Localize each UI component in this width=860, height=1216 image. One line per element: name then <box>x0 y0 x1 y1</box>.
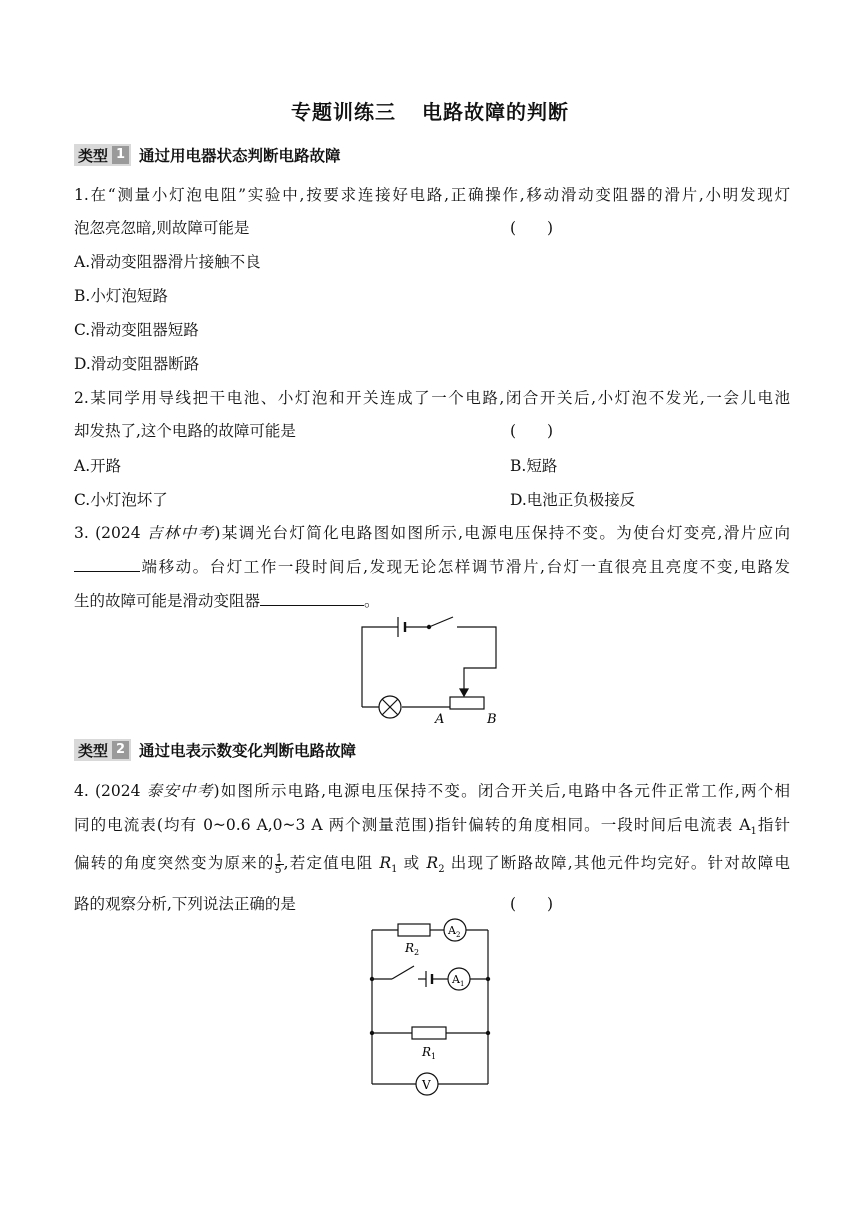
answer-paren: ( ) <box>510 219 554 237</box>
section-tag-number: 1 <box>112 146 129 164</box>
q2-option-b: B.短路 <box>510 457 558 475</box>
q1-option-a: A.滑动变阻器滑片接触不良 <box>74 253 261 271</box>
section-tag-label: 类型 <box>78 741 109 760</box>
q2-line2 <box>74 420 790 442</box>
q2-option-d: D.电池正负极接反 <box>510 491 636 509</box>
q3-line3-text: 生的故障可能是滑动变阻器 <box>74 592 261 610</box>
q4-line2 <box>74 814 790 843</box>
q2-line2-text: 却发热了,这个电路的故障可能是 <box>74 422 296 440</box>
q2-option-a: A.开路 <box>74 457 122 475</box>
q4-line2-text: 同的电流表(均有 0~0.6 A,0~3 A 两个测量范围)指针偏转的角度相同。一段时间后电流表 A <box>74 816 751 834</box>
section-tag <box>74 144 131 166</box>
q3-line1-text: )某调光台灯简化电路图如图所示,电源电压保持不变。为使台灯变亮,滑片应向 <box>214 524 790 542</box>
fraction-denominator: 5 <box>274 862 282 876</box>
q3-line3 <box>74 589 790 612</box>
wire <box>362 627 398 707</box>
page-title <box>0 96 860 125</box>
wire <box>457 627 496 695</box>
label-r2: $R_2$ <box>405 941 420 957</box>
answer-paren: ( ) <box>510 895 554 913</box>
label-v: V <box>422 1078 431 1092</box>
q4-line3-b: ,若定值电阻 <box>283 854 374 872</box>
q4-line1 <box>74 780 790 802</box>
section-tag <box>74 739 131 761</box>
q3-number: 3. (2024 <box>74 524 141 542</box>
switch-blade <box>392 966 414 979</box>
rheostat <box>450 697 484 709</box>
label-a: A <box>435 712 445 727</box>
q2-line1: 2.某同学用导线把干电池、小灯泡和开关连成了一个电路,闭合开关后,小灯泡不发光,一会儿电池 <box>74 389 790 407</box>
q2-options-cd <box>74 489 790 511</box>
q3-circuit-diagram <box>340 613 520 731</box>
q1-option-c: C.滑动变阻器短路 <box>74 321 199 339</box>
switch-blade <box>429 617 453 627</box>
q4-line2-end: 指针 <box>756 816 790 834</box>
section-tag-number: 2 <box>112 741 129 759</box>
q4-source: 泰安中考 <box>146 782 214 800</box>
label-a2: $A_2$ <box>448 924 461 939</box>
section-header-1 <box>74 143 341 167</box>
label-r1: $R_1$ <box>422 1045 437 1061</box>
fill-blank[interactable] <box>74 555 140 572</box>
r1-sub: 1 <box>391 864 398 876</box>
slider-arrow <box>460 689 468 696</box>
q4-circuit-diagram <box>360 918 500 1098</box>
r2-symbol: R <box>426 854 439 872</box>
answer-paren: ( ) <box>510 422 554 440</box>
q4-line3-c: 出现了断路故障,其他元件均完好。针对故障电 <box>450 854 790 872</box>
junction-dot <box>486 1031 490 1035</box>
q1-option-d: D.滑动变阻器断路 <box>74 355 200 373</box>
q1-line1: 1.在“测量小灯泡电阻”实验中,按要求连接好电路,正确操作,移动滑动变阻器的滑片,小明发现灯 <box>74 186 790 204</box>
q2-options-ab <box>74 455 790 477</box>
q4-or: 或 <box>403 854 421 872</box>
label-a1: $A_1$ <box>452 973 465 988</box>
q4-line1-text: )如图所示电路,电源电压保持不变。闭合开关后,电路中各元件正常工作,两个相 <box>213 782 790 800</box>
q3-line3-end: 。 <box>364 592 380 610</box>
q1-option-b: B.小灯泡短路 <box>74 287 168 305</box>
q4-number: 4. (2024 <box>74 782 141 800</box>
q3-source: 吉林中考 <box>146 524 215 542</box>
q2-option-c: C.小灯泡坏了 <box>74 491 168 509</box>
section-title: 通过电表示数变化判断电路故障 <box>139 742 357 760</box>
junction-dot <box>370 1031 374 1035</box>
q4-line3-a: 偏转的角度突然变为原来的 <box>74 854 275 872</box>
q4-line2-sub: 1 <box>750 826 757 838</box>
q1-line2-text: 泡忽亮忽暗,则故障可能是 <box>74 219 250 237</box>
fraction <box>274 851 284 876</box>
section-header-2 <box>74 738 356 762</box>
junction-dot <box>486 977 490 981</box>
q4-line3 <box>74 852 790 881</box>
r1-symbol: R <box>379 854 392 872</box>
section-tag-label: 类型 <box>78 146 109 165</box>
q3-line2-text: 端移动。台灯工作一段时间后,发现无论怎样调节滑片,台灯一直很亮且亮度不变,电路发 <box>140 558 790 576</box>
junction-dot <box>370 977 374 981</box>
r2-sub: 2 <box>438 864 445 876</box>
q3-line2 <box>74 555 790 578</box>
fraction-numerator: 1 <box>275 851 283 865</box>
q1-line2 <box>74 217 790 239</box>
title-part2: 电路故障的判断 <box>422 100 569 124</box>
q4-line4 <box>74 893 790 915</box>
label-b: B <box>487 712 497 727</box>
resistor-r2 <box>398 924 430 936</box>
resistor-r1 <box>412 1027 446 1039</box>
title-part1: 专题训练三 <box>291 100 396 124</box>
q3-line1 <box>74 522 790 544</box>
q4-line4-text: 路的观察分析,下列说法正确的是 <box>74 895 296 913</box>
section-title: 通过用电器状态判断电路故障 <box>139 147 341 165</box>
fill-blank[interactable] <box>260 589 364 606</box>
